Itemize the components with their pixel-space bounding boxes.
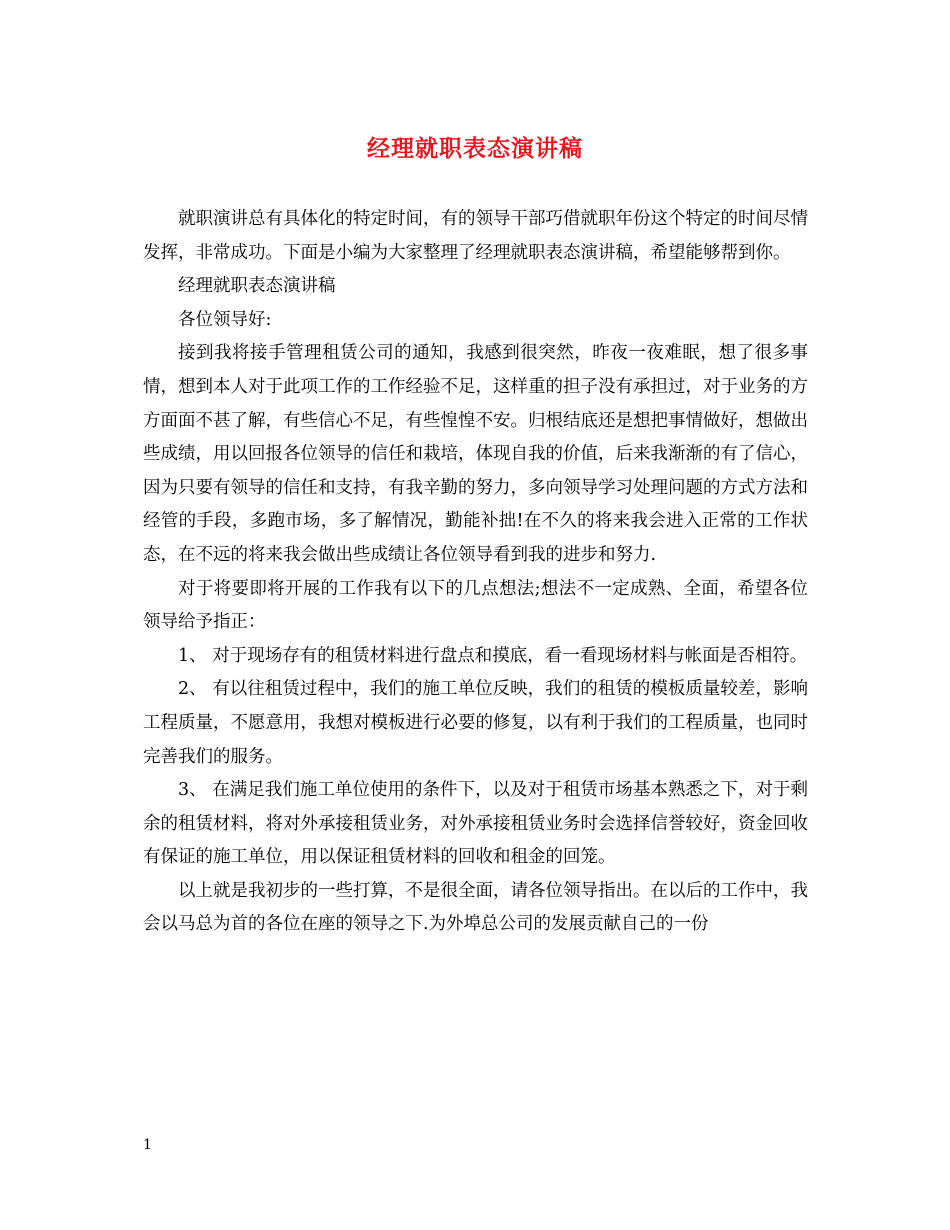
paragraph-subtitle: 经理就职表态演讲稿 bbox=[178, 276, 336, 297]
paragraph-point-1: 1、 对于现场存有的租赁材料进行盘点和摸底，看一看现场材料与帐面是否相符。 bbox=[178, 645, 808, 666]
paragraph-intro: 就职演讲总有具体化的特定时间，有的领导干部巧借就职年份这个特定的时间尽情发挥，非常成功。下面是小编为大家整理了经理就职表态演讲稿，希望能够帮到你。 bbox=[143, 209, 808, 263]
page-number: 1 bbox=[143, 1137, 152, 1153]
document-body bbox=[143, 203, 808, 942]
document-title: 经理就职表态演讲稿 bbox=[367, 135, 583, 162]
paragraph-point-3: 3、 在满足我们施工单位使用的条件下，以及对于租赁市场基本熟悉之下，对于剩余的租赁材料，将对外承接租赁业务，对外承接租赁业务时会选择信誉较好，资金回收有保证的施工单位，用以保证租赁材料的回收和租金的回笼。 bbox=[143, 780, 808, 868]
paragraph-ideas-intro: 对于将要即将开展的工作我有以下的几点想法;想法不一定成熟、全面，希望各位领导给予指正： bbox=[143, 578, 808, 633]
paragraph-main: 接到我将接手管理租赁公司的通知，我感到很突然，昨夜一夜难眠，想了很多事情，想到本人对于此项工作的工作经验不足，这样重的担子没有承担过，对于业务的方方面面不甚了解，有些信心不足，有些惶惶不安。归根结底还是想把事情做好，想做出些成绩，用以回报各位领导的信任和栽培，体现自我的价值，后来我渐渐的有了信心，因为只要有领导的信任和支持，有我辛勤的努力，多向领导学习处理问题的方式方法和经管的手段，多跑市场，多了解情况，勤能补拙!在不久的将来我会进入正常的工作状态，在不远的将来我会做出些成绩让各位领导看到我的进步和努力. bbox=[143, 343, 808, 565]
paragraph-greeting: 各位领导好: bbox=[178, 309, 272, 330]
paragraph-point-2: 2、 有以往租赁过程中，我们的施工单位反映，我们的租赁的模板质量较差，影响工程质量，不愿意用，我想对模板进行必要的修复，以有利于我们的工程质量，也同时完善我们的服务。 bbox=[143, 679, 808, 767]
paragraph-closing: 以上就是我初步的一些打算，不是很全面，请各位领导指出。在以后的工作中，我会以马总为首的各位在座的领导之下.为外埠总公司的发展贡献自己的一份 bbox=[143, 880, 808, 935]
